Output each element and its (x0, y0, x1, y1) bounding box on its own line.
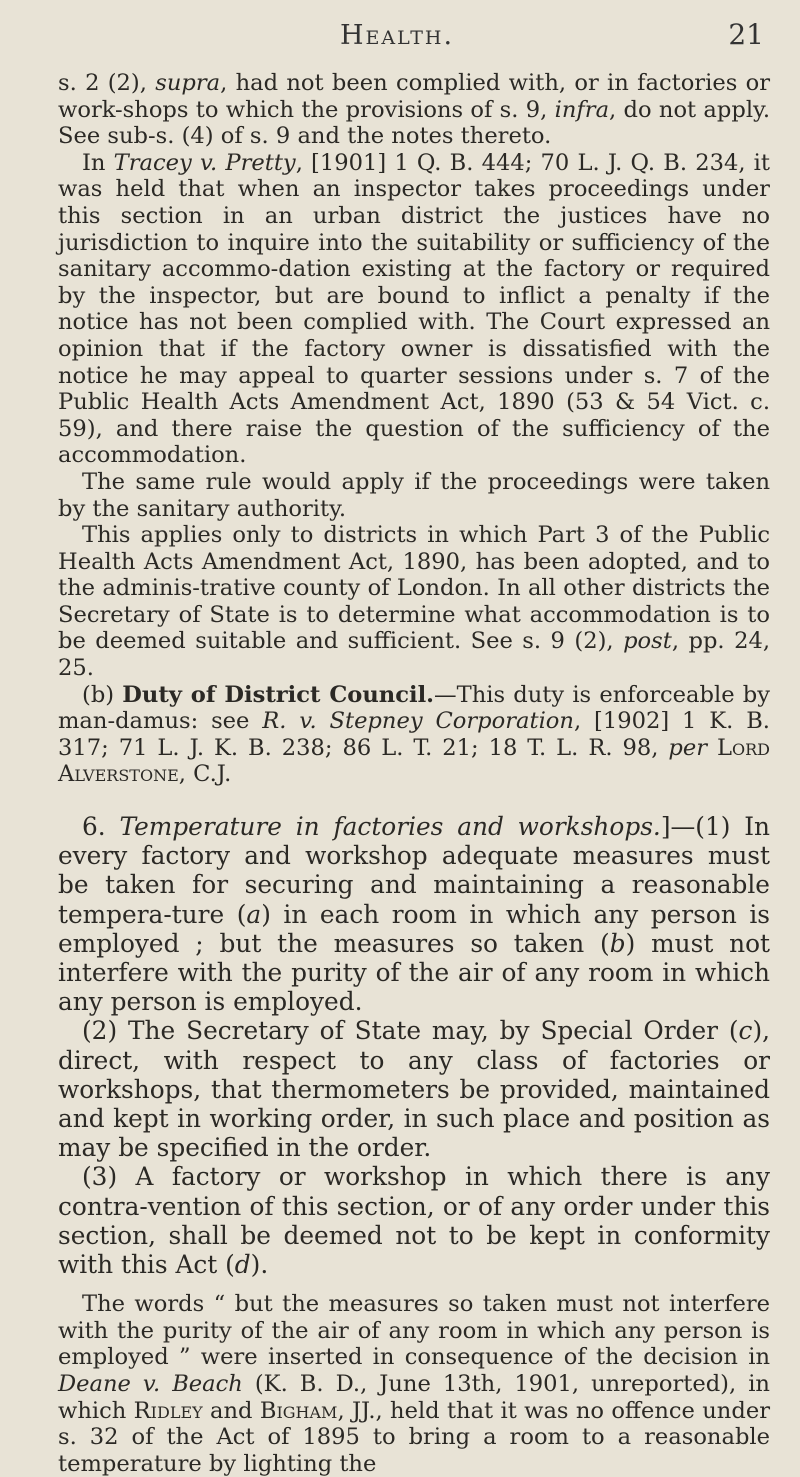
section-title: Temperature in factories and workshops. (119, 812, 661, 842)
paragraph-same-rule (58, 469, 770, 522)
judge-name: Lord Alverstone (58, 734, 770, 788)
section-6-subsection-3 (58, 1162, 770, 1279)
footnote-ref: b (609, 928, 626, 958)
text-run: ) in each room in which any person is employed ; but the measures so taken ( (58, 899, 770, 958)
text-run: ). (250, 1250, 269, 1280)
note-heading: Duty of District Council. (122, 681, 435, 708)
text-run: In (82, 149, 114, 176)
text-run (707, 735, 717, 761)
text-run: , do not apply. See sub-s. (4) of s. 9 and the notes thereto. (58, 96, 770, 150)
paragraph-deane-v-beach (58, 1291, 770, 1477)
note-label: (b) (82, 681, 123, 708)
italic-run: post (623, 628, 672, 655)
text-run: , C.J. (178, 761, 232, 788)
text-run: —This duty is enforceable by man-damus: see (58, 681, 770, 735)
page-number: 21 (728, 18, 764, 51)
text-run: , had not been complied with, or in factories or work-shops to which the provisions of s. 9, (58, 70, 770, 123)
judge-name: Ridley (133, 1397, 203, 1424)
text-run: and (202, 1397, 260, 1424)
running-head: Health. (340, 20, 455, 51)
judge-name: Bigham (259, 1397, 338, 1424)
text-run: ), direct, with respect to any class of factories or workshops, that thermometers be provided, maintained and kept in working order, in such place and position as may be specified in the order. (58, 1016, 770, 1163)
case-name: R. v. Stepney Corporation (262, 708, 574, 735)
paragraph-duty-district-council (58, 682, 770, 788)
page-header (0, 18, 800, 58)
section-6-subsection-1 (58, 812, 770, 1016)
text-run: , [1901] 1 Q. B. 444; 70 L. J. Q. B. 234, it was held that when an inspector takes proceedings under this section in an urban district the justices have no jurisdiction to inquire into the suitability or sufficiency of the sanitary accommo-dation existing at the factory or required by the inspector, but are bound to inflict a penalty if the notice has not been complied with. The Court expressed an opinion that if the factory owner is dissatisfied with the notice he may appeal to quarter sessions under s. 7 of the Public Health Acts Amendment Act, 1890 (53 & 54 Vict. c. 59), and there raise the question of the sufficiency of the accommodation. (58, 149, 770, 469)
section-6-subsection-2 (58, 1016, 770, 1162)
case-name: Deane v. Beach (58, 1371, 243, 1398)
text-run: (K. B. D., June 13th, 1901, unreported), in which (58, 1371, 770, 1424)
paragraph-tracey-v-pretty (58, 150, 770, 469)
section-number: 6. (82, 812, 120, 842)
text-run: , JJ., held that it was no offence under s. 32 of the Act of 1895 to bring a room to a reasonable temperature by lighting the (58, 1397, 770, 1477)
italic-run: infra (554, 96, 610, 123)
footnote-ref: d (234, 1250, 251, 1280)
section-6 (58, 812, 770, 1279)
page-body (58, 70, 770, 1477)
italic-run: supra (155, 70, 221, 96)
footnote-ref: c (738, 1016, 753, 1046)
text-run: (2) The Secretary of State may, by Special Order ( (82, 1016, 739, 1046)
text-run: ) must not interfere with the purity of the air of any room in which any person is employed. (58, 928, 770, 1017)
text-run: This applies only to districts in which Part 3 of the Public Health Acts Amendment Act, 1890, has been adopted, and to the adminis-trative county of London. In all other districts the Secretary of State is to determine what accommodation is to be deemed suitable and sufficient. See s. 9 (2), (58, 522, 770, 655)
case-name: Tracey v. Pretty (113, 149, 296, 176)
text-run: , [1902] 1 K. B. 317; 71 L. J. K. B. 238; 86 L. T. 21; 18 T. L. R. 98, (58, 708, 770, 761)
text-run: ]—(1) In every factory and workshop adequate measures must be taken for securing and maintaining a reasonable tempera-ture ( (58, 812, 770, 929)
paragraph-applies-only (58, 522, 770, 682)
italic-run: per (668, 734, 708, 761)
footnote-ref: a (246, 899, 262, 929)
paragraph-continuation (58, 70, 770, 150)
text-run: (3) A factory or workshop in which there is any contra-vention of this section, or of any order under this section, shall be deemed not to be kept in conformity with this Act ( (58, 1162, 770, 1280)
text-run: The same rule would apply if the proceedings were taken by the sanitary authority. (58, 468, 770, 522)
text-run: The words “ but the measures so taken must not interfere with the purity of the air of any room in which any person is employed ” were inserted in consequence of the decision in (58, 1291, 770, 1371)
text-run: , pp. 24, 25. (58, 628, 770, 682)
text-run: s. 2 (2), (58, 70, 156, 96)
